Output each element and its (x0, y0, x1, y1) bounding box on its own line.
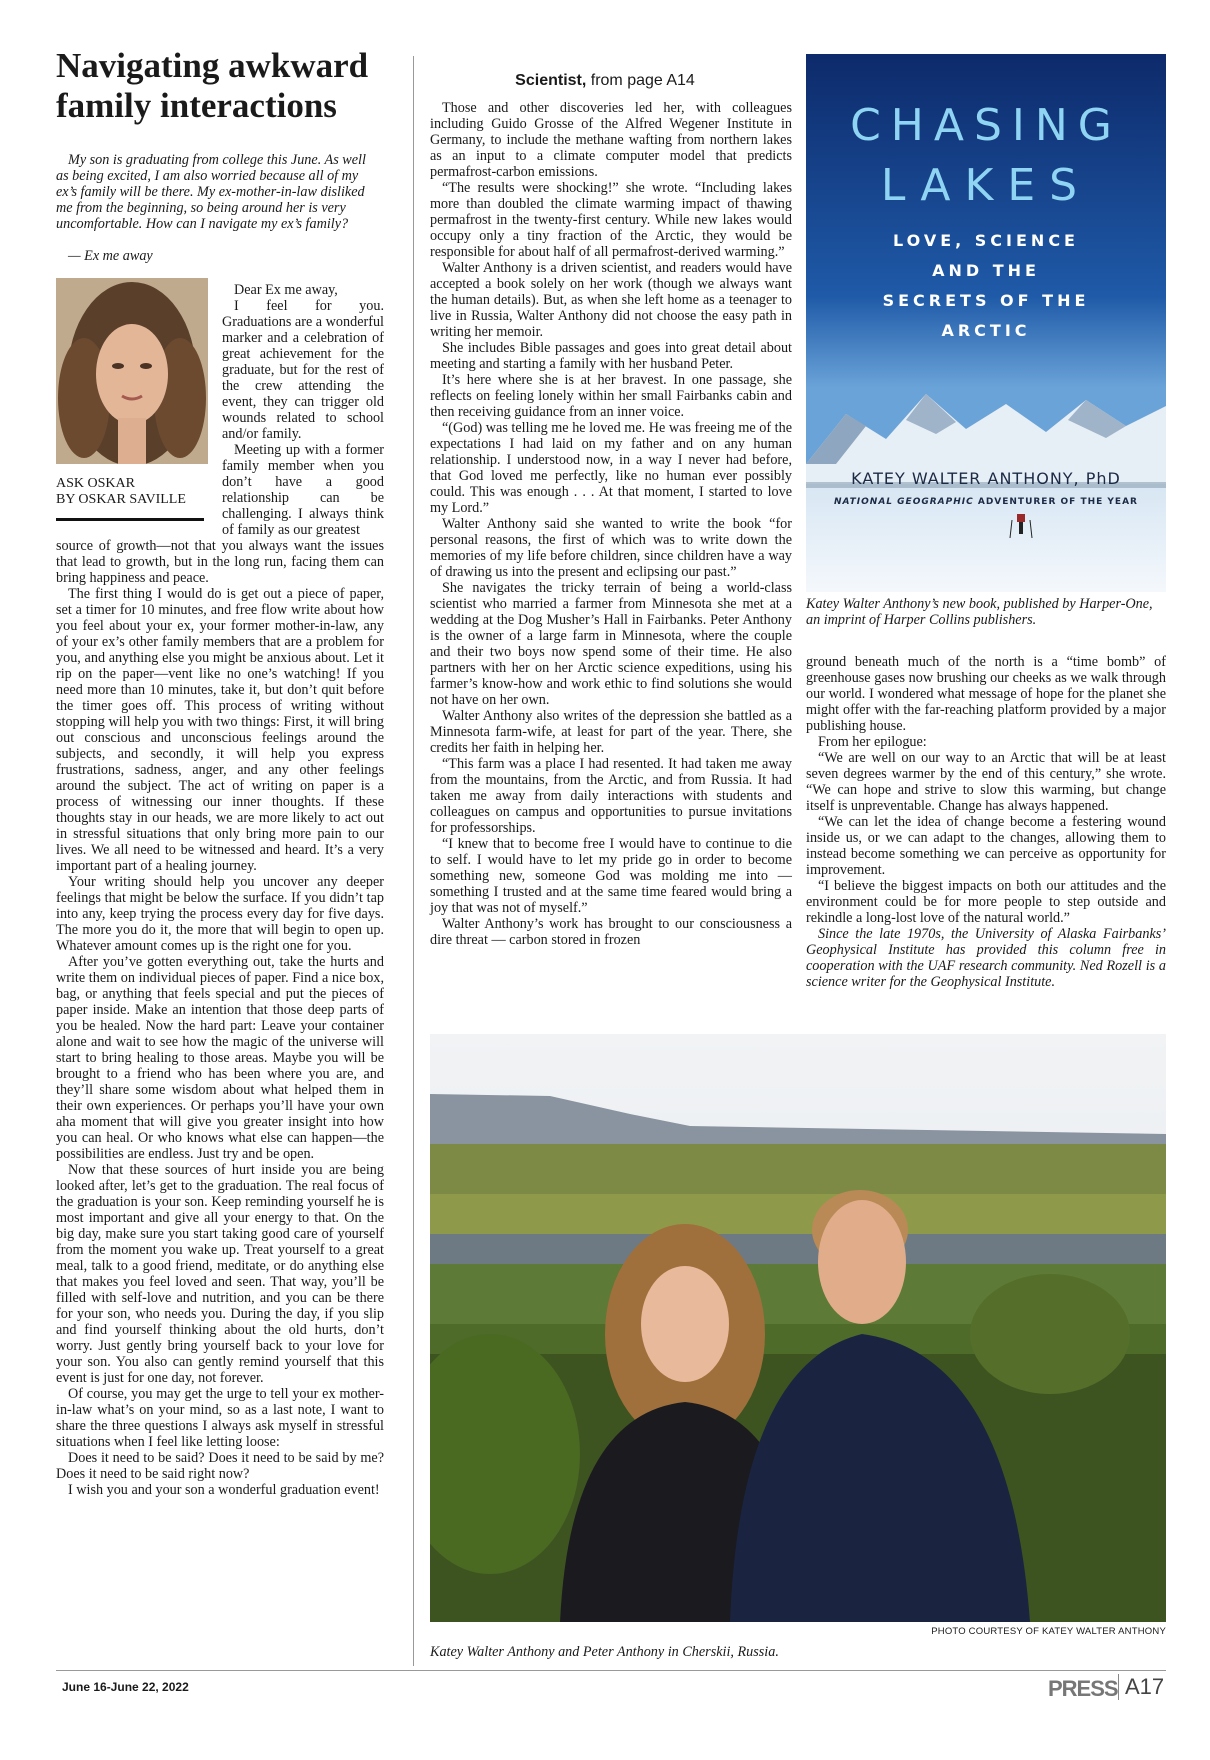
advice-paragraph: source of growth—not that you always want the issues that lead to growth, but in the long run, facing them can bring happiness and peace. (56, 538, 384, 586)
author-name: BY OSKAR SAVILLE (56, 492, 186, 507)
jump-source: from page A14 (586, 72, 695, 89)
reader-signoff: — Ex me away (68, 248, 153, 264)
column-name: ASK OSKAR (56, 476, 135, 491)
book-tagline (834, 497, 1138, 507)
column-divider (413, 56, 414, 1666)
article-paragraph: Walter Anthony also writes of the depression she battled as a Minnesota farm-wife, at least for part of the year. There, she credits her faith in helping her. (430, 708, 792, 756)
book-caption: Katey Walter Anthony’s new book, published by Harper-One, an imprint of Harper Collins publishers. (806, 596, 1153, 628)
advice-paragraph: Now that these sources of hurt inside you are being looked after, let’s get to the graduation. The real focus of the graduation is your son. Keep reminding yourself he is most important and give all your energy to that. On the big day, make sure you start taking good care of yourself from the moment you wake up. Treat yourself to a great meal, talk to a good friend, meditate, or do anything else that makes you feel loved and seen. That way, you’ll be filled with self-love and nutrition, and you can be there for your son, who needs you. During the day, if you slip and find yourself thinking about the old hurts, don’t worry. Just gently bring yourself back to your love for your son. You also can gently remind yourself that this event is just for one day, not forever. (56, 1162, 384, 1386)
article-paragraph: Walter Anthony’s work has brought to our consciousness a dire threat — carbon stored in frozen (430, 916, 792, 948)
book-tagline-brand: NATIONAL GEOGRAPHIC (834, 497, 974, 507)
article-paragraph: “I knew that to become free I would have to continue to die to self. I would have to let my pride go in order to become something new, someone God was molding me into — something I trusted and at the same time feared would bring a joy that was not of myself.” (430, 836, 792, 916)
article-paragraph: Walter Anthony said she wanted to write the book “for personal reasons, the first of which was to write down the memories of my life before children, since children have a way of drawing us into the present and eclipsing our past.” (430, 516, 792, 580)
article-paragraph: “I believe the biggest impacts on both our attitudes and the environment could be for more people to step outside and rekindle a long-lost love of the natural world.” (806, 878, 1166, 926)
book-subtitle-line-4: ARCTIC (941, 321, 1031, 340)
advice-paragraph: Your writing should help you uncover any deeper feelings that might be below the surface. If you didn’t tap into any, keep trying the process every day for five days. The more you do it, the more that will begin to open up. Whatever amount comes up is the right one for you. (56, 874, 384, 954)
book-subtitle-line-3: SECRETS OF THE (882, 291, 1090, 310)
article-paragraph: Those and other discoveries led her, with colleagues including Guido Grosse of the Alfred Wegener Institute in Germany, to include the methane wafting from northern lakes as an input to a climate computer model that predicts permafrost-carbon emissions. (430, 100, 792, 180)
article-paragraph: “We are well on our way to an Arctic that will be at least seven degrees warmer by the end of this century,” she wrote. “We can hope and strive to slow this warming, but change itself is unpreventable. Change has always happened. (806, 750, 1166, 814)
book-author: KATEY WALTER ANTHONY, PhD (851, 469, 1121, 488)
advice-wrap-text (222, 282, 384, 538)
columnist-headshot (56, 278, 208, 464)
reader-question (56, 152, 378, 232)
author-note: Since the late 1970s, the University of Alaska Fairbanks’ Geophysical Institute has provided this column free in cooperation with the UAF research community. Ned Rozell is a science writer for the Geophysical Institute. (806, 926, 1166, 990)
column-byline (56, 476, 206, 508)
advice-body (56, 538, 384, 1498)
article-paragraph: “This farm was a place I had resented. It had taken me away from the mountains, from the Arctic, and from Russia. It had taken me away from daily interactions with students and colleagues on campus and opportunities to pursue invitations for professorships. (430, 756, 792, 836)
advice-headline: Navigating awkward family interactions (56, 46, 369, 125)
issue-date: June 16-June 22, 2022 (62, 1680, 189, 1694)
footer-rule (56, 1670, 1166, 1671)
article-paragraph: “The results were shocking!” she wrote. “Including lakes more than doubled the climate warming impact of thawing permafrost in the twenty-first century. While new lakes would occupy only a tiny fraction of the Arctic, they would be responsible for about half of all permafrost-derived warming.” (430, 180, 792, 260)
article-paragraph: “We can let the idea of change become a festering wound inside us, or we can adapt to the changes, allowing them to instead become something we can perceive as opportunity for improvement. (806, 814, 1166, 878)
book-subtitle-line-1: LOVE, SCIENCE (893, 231, 1079, 250)
publication-logo: PRESS (1048, 1676, 1118, 1701)
article-paragraph: ground beneath much of the north is a “time bomb” of greenhouse gases now brushing our cheeks as we walk through our world. I wondered what message of hope for the planet she might offer with the far-reaching platform provided by a major publishing house. (806, 654, 1166, 734)
salutation: Dear Ex me away, (234, 282, 338, 298)
advice-paragraph: The first thing I would do is get out a piece of paper, set a timer for 10 minutes, and free flow write about how you feel about your ex, your former mother-in-law, any of your ex’s other family members that are a problem for you, and anything else you might be anxious about. Let it rip on the paper—vent like no one’s watching! If you need more than 10 minutes, take it, but don’t quit before the timer goes off. This process of writing without stopping will help you with two things: First, it will bring out conscious and unconscious feelings around the subjects, and secondly, it will help you express frustrations, sadness, anger, and any other feelings around the subject. The act of writing on paper is a process of witnessing our inner thoughts. If these thoughts stay in our heads, we are more likely to act out in stressful situations that only bring more pain to our lives. We all need to be witnessed and heard. It’s a very important part of a healing journey. (56, 586, 384, 874)
article-paragraph: “(God) was telling me he loved me. He was freeing me of the expectations I had laid on my father and on any human relationship. I understood now, in a way I never had before, that God loved me perfectly, like no human ever possibly could. This was enough . . . At that moment, I started to love my Lord.” (430, 420, 792, 516)
byline-rule (56, 518, 204, 521)
article-paragraph: She navigates the tricky terrain of being a world-class scientist who married a farmer from Minnesota she met at a wedding at the Dog Musher’s Hall in Fairbanks. Peter Anthony is the owner of a large farm in Minnesota, where the couple and their two boys now spend some of their time. He also partners with her on her Arctic science expeditions, using his farmer’s know-how and work ethic to find solutions she would not have on her own. (430, 580, 792, 708)
advice-paragraph: After you’ve gotten everything out, take the hurts and write them on individual pieces of paper. Find a nice box, bag, or anything that feels special and put the pieces of paper inside. Make an intention that those deep parts of you be healed. Now the hard part: Leave your container alone and wait to see how the magic of the universe will start to bring healing to those areas. Maybe you will be brought to a friend who has been where you are, and they’ll share some wisdom about what helped them in their own experiences. Or perhaps you’ll have your own aha moment that will give you greater insight into how you can heal. Or who knows what else can happen—the possibilities are endless. Just try and be open. (56, 954, 384, 1162)
advice-paragraph: Meeting up with a former family member when you don’t have a good relationship can be challenging. I always think of family as our greatest (222, 442, 384, 538)
scientist-column-right (806, 654, 1166, 990)
couple-photo (430, 1034, 1166, 1622)
jump-line (420, 72, 790, 90)
advice-paragraph: Does it need to be said? Does it need to be said by me? Does it need to be said right now? (56, 1450, 384, 1482)
book-cover (806, 54, 1166, 592)
photo-caption: Katey Walter Anthony and Peter Anthony in Cherskii, Russia. (430, 1644, 779, 1660)
photo-credit: PHOTO COURTESY OF KATEY WALTER ANTHONY (931, 1626, 1166, 1637)
book-tagline-rest: ADVENTURER OF THE YEAR (973, 497, 1138, 507)
advice-paragraph: I wish you and your son a wonderful graduation event! (68, 1482, 380, 1498)
article-paragraph: From her epilogue: (818, 734, 927, 750)
scientist-column-left (430, 100, 792, 948)
jump-keyword: Scientist, (515, 72, 587, 89)
reader-question-text: My son is graduating from college this June. As well as being excited, I am also worried because all of my ex’s family will be there. My ex-mother-in-law disliked me from the beginning, so being around her is very uncomfortable. How can I navigate my ex’s family? (56, 152, 366, 232)
book-title-line-2: LAKES (880, 160, 1092, 211)
page-number: A17 (1118, 1674, 1164, 1700)
article-paragraph: She includes Bible passages and goes into great detail about meeting and starting a family with her husband Peter. (430, 340, 792, 372)
article-paragraph: It’s here where she is at her bravest. In one passage, she reflects on feeling lonely within her small Fairbanks cabin and then receiving guidance from an inner voice. (430, 372, 792, 420)
book-subtitle-line-2: AND THE (932, 261, 1040, 280)
advice-paragraph: I feel for you. Graduations are a wonderful marker and a celebration of great achievement for the graduate, but for the rest of the crew attending the event, they can trigger old wounds related to school and/or family. (222, 298, 384, 442)
advice-paragraph: Of course, you may get the urge to tell your ex mother-in-law what’s on your mind, so as a last note, I want to share the three questions I always ask myself in stressful situations when I feel like letting loose: (56, 1386, 384, 1450)
article-paragraph: Walter Anthony is a driven scientist, and readers would have accepted a book solely on her work (though we always want the human details). But, as when she left home as a teenager to live in Russia, Walter Anthony did not choose the easy path in writing her memoir. (430, 260, 792, 340)
book-title-line-1: CHASING (850, 100, 1122, 151)
